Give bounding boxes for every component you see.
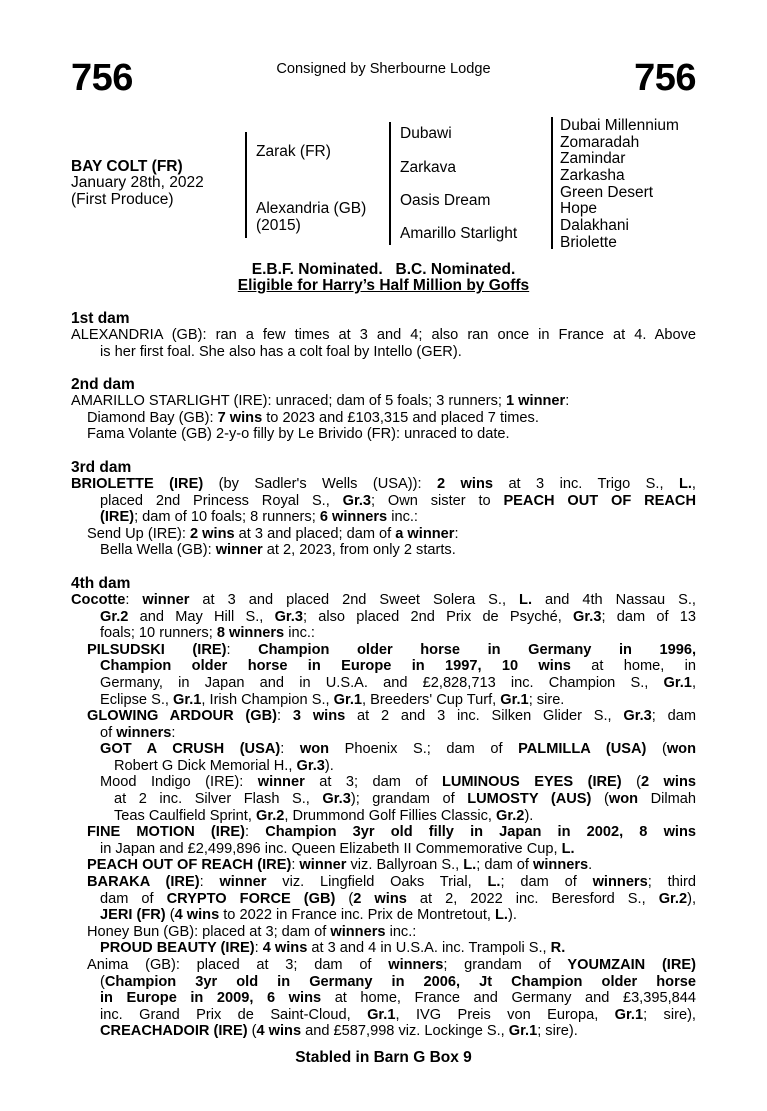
text: at 2, 2022 inc. Beresford S., — [406, 890, 659, 907]
bold-text: L. — [561, 840, 575, 857]
text: ); grandam of — [350, 791, 468, 808]
text-line — [71, 957, 696, 974]
text: and £587,998 viz. Lockinge S., — [301, 1023, 509, 1040]
text-line — [71, 658, 696, 675]
text: inc. Grand Prix de Saint-Cloud, — [100, 1006, 368, 1023]
text-line — [71, 824, 696, 841]
bold-text: R. — [550, 940, 566, 957]
text: ; sire), — [643, 1006, 696, 1023]
bold-text: (IRE) — [100, 509, 135, 526]
bold-text: YOUMZAIN (IRE) — [567, 957, 696, 973]
text-line — [71, 940, 696, 957]
text: Anima (GB): placed at 3; dam of — [87, 957, 389, 973]
bold-text: Cocotte — [71, 591, 126, 608]
text: ( — [247, 1023, 257, 1040]
text: at 3 and placed; dam of — [234, 525, 396, 542]
section-heading: 3rd dam — [71, 458, 132, 476]
text-line — [71, 1007, 696, 1024]
bold-text: Gr.3 — [296, 757, 325, 774]
pedigree-notes — [71, 310, 696, 1040]
text: ( — [621, 774, 641, 791]
bold-text: Gr.1 — [500, 691, 529, 708]
text: : — [291, 857, 300, 874]
bold-text: winner — [299, 857, 347, 874]
text: , Irish Champion S., — [201, 691, 334, 708]
bold-text: BARAKA (IRE) — [87, 874, 200, 891]
bold-text: CREACHADOIR (IRE) — [100, 1023, 248, 1040]
section-heading: 1st dam — [71, 310, 130, 327]
text: , IVG Preis von Europa, — [395, 1006, 615, 1023]
bold-text: Gr.1 — [614, 1006, 644, 1023]
pedigree-g2-3: Amarillo Starlight — [400, 225, 518, 242]
bold-text: Champion 3yr old in Germany in 2006, Jt Champion older horse — [104, 973, 696, 990]
bold-text: in Europe in 2009, 6 wins — [100, 990, 322, 1007]
bold-text: Champion 3yr old filly in Japan in 2002, 8 wins — [265, 824, 697, 841]
stabling-footer: Stabled in Barn G Box 9 — [295, 1049, 472, 1066]
text: . — [588, 857, 593, 874]
text: Bella Wella (GB): — [100, 542, 216, 559]
bold-text: Gr.2 — [255, 807, 285, 824]
text-line — [71, 609, 696, 626]
bold-text: Gr.2 — [658, 890, 688, 907]
text: : — [171, 724, 176, 741]
bold-text: L. — [519, 591, 533, 608]
text: , Breeders' Cup Turf, — [362, 691, 501, 708]
text-line — [71, 426, 696, 443]
text-line — [71, 924, 696, 941]
bold-text: Gr.3 — [573, 608, 602, 625]
text-line — [71, 526, 696, 543]
bold-text: 8 winners — [216, 625, 285, 642]
text-line — [71, 642, 696, 659]
text: ). — [508, 907, 517, 924]
text: Teas Caulfield Sprint, — [114, 807, 256, 824]
bold-text: winners — [116, 724, 172, 741]
text: , — [691, 475, 696, 492]
pedigree-g3-1: Zomaradah — [560, 134, 640, 151]
text-line — [71, 857, 696, 874]
section-heading: 4th dam — [71, 574, 131, 592]
pedigree-g3-7: Briolette — [560, 234, 617, 251]
bold-text: 4 wins — [262, 940, 308, 957]
text-line — [71, 907, 696, 924]
bold-text: 7 wins — [217, 409, 263, 426]
bold-text: CRYPTO FORCE (GB) — [166, 890, 336, 907]
text-line — [71, 808, 696, 825]
text: AMARILLO STARLIGHT (IRE): unraced; dam of 5 foals; 3 runners; — [71, 393, 507, 410]
lot-number-left: 756 — [71, 57, 133, 99]
bold-text: GLOWING ARDOUR (GB) — [87, 708, 278, 725]
text: inc.: — [387, 509, 418, 526]
text-line — [71, 675, 696, 692]
section-gap — [71, 360, 696, 376]
text: ; dam of — [476, 857, 534, 874]
text: Eclipse S., — [100, 691, 173, 708]
bold-text: 4 wins — [174, 907, 220, 924]
text: at 3 inc. Trigo S., — [493, 475, 679, 492]
text: : — [125, 591, 143, 608]
text: at 3; dam of — [304, 774, 442, 791]
text: ( — [646, 741, 667, 758]
text-line — [71, 542, 696, 559]
pedigree-bracket-1 — [245, 132, 247, 238]
bold-text: FINE MOTION (IRE) — [87, 824, 245, 841]
text-line — [71, 974, 696, 991]
text: Phoenix S.; dam of — [329, 741, 519, 758]
pedigree-g2-1: Zarkava — [400, 159, 456, 176]
text: ; dam of 13 — [601, 608, 696, 625]
subject-note: (First Produce) — [71, 191, 174, 208]
pedigree-g3-5: Hope — [560, 200, 598, 217]
text: ). — [524, 807, 534, 824]
bold-text: Gr.2 — [100, 608, 129, 625]
text: ; third — [647, 874, 696, 891]
text: : — [277, 708, 293, 725]
text: at 3 and placed 2nd Sweet Solera S., — [189, 591, 520, 608]
text-line — [71, 741, 696, 758]
text: , — [691, 674, 696, 691]
bold-text: L. — [463, 857, 477, 874]
text-line — [71, 625, 696, 642]
text: , Drummond Golf Fillies Classic, — [284, 807, 497, 824]
bold-text: Champion older horse in Europe in 1997, 10 wins — [100, 658, 571, 675]
pedigree-g2-0: Dubawi — [400, 125, 452, 142]
bold-text: PROUD BEAUTY (IRE) — [100, 940, 255, 957]
text: dam of — [100, 890, 167, 907]
consignor: Consigned by Sherbourne Lodge — [276, 61, 491, 77]
bold-text: winners — [330, 923, 386, 940]
text-line — [71, 841, 696, 858]
text-line — [71, 393, 696, 410]
bold-text: 4 wins — [256, 1023, 302, 1040]
text: placed 2nd Princess Royal S., — [100, 492, 343, 509]
text: ; dam of — [500, 874, 593, 891]
bold-text: winners — [388, 957, 444, 973]
text: inc.: — [284, 625, 315, 642]
text: : — [565, 393, 570, 410]
text: : — [244, 824, 266, 841]
subject-dob: January 28th, 2022 — [71, 174, 204, 191]
text: is her first foal. She also has a colt foal by Intello (GER). — [100, 343, 462, 360]
text: at 3 and 4 in U.S.A. inc. Trampoli S., — [307, 940, 551, 957]
text: ( — [335, 890, 354, 907]
pedigree-g2-2: Oasis Dream — [400, 192, 491, 209]
text: (by Sadler's Wells (USA)): — [203, 475, 437, 492]
text: ( — [100, 973, 105, 990]
text: Germany, in Japan and in U.S.A. and £2,828,713 inc. Champion S., — [100, 674, 664, 691]
bold-text: LUMINOUS EYES (IRE) — [441, 774, 622, 791]
text: in Japan and £2,499,896 inc. Queen Elizabeth II Commemorative Cup, — [100, 840, 562, 857]
bold-text: PILSUDSKI (IRE) — [87, 641, 227, 658]
section-gap — [71, 443, 696, 459]
text: Diamond Bay (GB): — [87, 409, 218, 426]
text: ; dam — [651, 708, 697, 725]
bold-text: 2 wins — [640, 774, 696, 791]
text: at 2, 2023, from only 2 starts. — [262, 542, 456, 559]
bold-text: a winner — [395, 525, 455, 542]
text-line — [71, 1023, 696, 1040]
text: Honey Bun (GB): placed at 3; dam of — [87, 923, 331, 940]
bold-text: winner — [215, 542, 263, 559]
text: ; also placed 2nd Prix de Psyché, — [302, 608, 574, 625]
text: ; dam of 10 foals; 8 runners; — [134, 509, 320, 526]
pedigree-dam: Alexandria (GB) — [256, 200, 367, 217]
text: ( — [591, 791, 609, 808]
text: foals; 10 runners; — [100, 625, 217, 642]
text-line — [71, 476, 696, 493]
text: : — [199, 874, 220, 891]
bold-text: 2 wins — [190, 525, 235, 542]
text: : — [454, 525, 459, 542]
bold-text: 2 wins — [353, 890, 407, 907]
bold-text: winner — [257, 774, 305, 791]
bold-text: 3 wins — [292, 708, 346, 725]
bold-text: Gr.1 — [367, 1006, 396, 1023]
text-line — [71, 410, 696, 427]
pedigree-bracket-2 — [389, 122, 391, 245]
bold-text: Champion older horse in Germany in 1996, — [258, 641, 696, 658]
nominations-line: E.B.F. Nominated. B.C. Nominated. — [251, 261, 516, 278]
text-line — [71, 891, 696, 908]
pedigree-sire: Zarak (FR) — [256, 143, 331, 160]
lot-number-right: 756 — [634, 57, 696, 99]
pedigree-g3-3: Zarkasha — [560, 167, 625, 184]
text-line — [71, 344, 696, 361]
text-line — [71, 990, 696, 1007]
text-line — [71, 791, 696, 808]
bold-text: PEACH OUT OF REACH (IRE) — [87, 857, 292, 874]
bold-text: PALMILLA (USA) — [518, 741, 647, 758]
pedigree-g3-2: Zamindar — [560, 150, 626, 167]
bold-text: JERI (FR) — [100, 907, 166, 924]
bold-text: Gr.3 — [274, 608, 303, 625]
bold-text: 1 winner — [506, 393, 566, 410]
section-heading: 2nd dam — [71, 376, 135, 394]
text: ; sire). — [537, 1023, 578, 1040]
text: at home, in — [570, 658, 696, 675]
text-line — [71, 327, 696, 344]
text: Robert G Dick Memorial H., — [114, 757, 297, 774]
bold-text: 6 winners — [319, 509, 388, 526]
bold-text: PEACH OUT OF REACH — [503, 492, 696, 509]
bold-text: Gr.3 — [342, 492, 372, 509]
subject-title: BAY COLT (FR) — [71, 158, 183, 175]
text: to 2022 in France inc. Prix de Montretout, — [219, 907, 496, 924]
text-line — [71, 725, 696, 742]
bold-text: Gr.1 — [663, 674, 692, 691]
bold-text: L. — [487, 874, 501, 891]
text-line — [71, 592, 696, 609]
text: viz. Ballyroan S., — [346, 857, 464, 874]
text: : — [254, 940, 263, 957]
bold-text: winner — [219, 874, 267, 891]
text: : — [226, 641, 259, 658]
bold-text: Gr.1 — [508, 1023, 538, 1040]
text: ), — [687, 890, 697, 907]
text: : — [280, 741, 300, 758]
text: and 4th Nassau S., — [532, 591, 696, 608]
bold-text: L. — [678, 475, 692, 492]
text-line — [71, 708, 696, 725]
text-line — [71, 758, 696, 775]
text: of — [100, 724, 117, 741]
text-line — [71, 692, 696, 709]
bold-text: Gr.1 — [173, 691, 202, 708]
text: inc.: — [385, 923, 417, 940]
pedigree-g3-4: Green Desert — [560, 184, 654, 201]
text: Dilmah — [638, 791, 697, 808]
text: ALEXANDRIA (GB): ran a few times at 3 and 4; also ran once in France at 4. Above — [71, 327, 696, 343]
text: Fama Volante (GB) 2-y-o filly by Le Brivido (FR): unraced to date. — [87, 426, 510, 443]
text-line — [71, 493, 696, 510]
text-line — [71, 874, 696, 891]
bold-text: L. — [495, 907, 508, 924]
section-gap — [71, 559, 696, 575]
bold-text: winners — [533, 857, 589, 874]
text-line — [71, 774, 696, 791]
pedigree-g3-6: Dalakhani — [560, 217, 629, 234]
pedigree-bracket-3 — [551, 117, 553, 249]
text: ; grandam of — [443, 957, 568, 973]
bold-text: Gr.3 — [623, 708, 652, 725]
text: ( — [165, 907, 175, 924]
bold-text: GOT A CRUSH (USA) — [100, 741, 281, 758]
bold-text: Gr.2 — [496, 807, 525, 824]
bold-text: LUMOSTY (AUS) — [467, 791, 592, 808]
text: Send Up (IRE): — [87, 525, 191, 542]
bold-text: won — [666, 741, 697, 758]
bold-text: won — [299, 741, 330, 758]
text: ). — [324, 757, 334, 774]
bold-text: Gr.3 — [322, 791, 351, 808]
text: at 2 and 3 inc. Silken Glider S., — [345, 708, 624, 725]
pedigree-dam-year: (2015) — [256, 217, 301, 234]
text: ; Own sister to — [371, 492, 504, 509]
text: at home, France and Germany and £3,395,844 — [321, 990, 696, 1007]
text: ; sire. — [528, 691, 565, 708]
text-line — [71, 509, 696, 526]
text: to 2023 and £103,315 and placed 7 times. — [262, 409, 539, 426]
text: viz. Lingfield Oaks Trial, — [266, 874, 488, 891]
text: Mood Indigo (IRE): — [100, 774, 258, 791]
bold-text: winners — [592, 874, 648, 891]
bold-text: BRIOLETTE (IRE) — [71, 475, 204, 492]
text: and May Hill S., — [128, 608, 275, 625]
pedigree-g3-0: Dubai Millennium — [560, 117, 679, 134]
bold-text: won — [608, 791, 639, 808]
bold-text: winner — [142, 591, 190, 608]
harrys-half-million-eligibility: Eligible for Harry’s Half Million by Goffs — [237, 277, 530, 294]
text: at 2 inc. Silver Flash S., — [114, 791, 323, 808]
bold-text: Gr.1 — [333, 691, 363, 708]
bold-text: 2 wins — [437, 475, 493, 492]
